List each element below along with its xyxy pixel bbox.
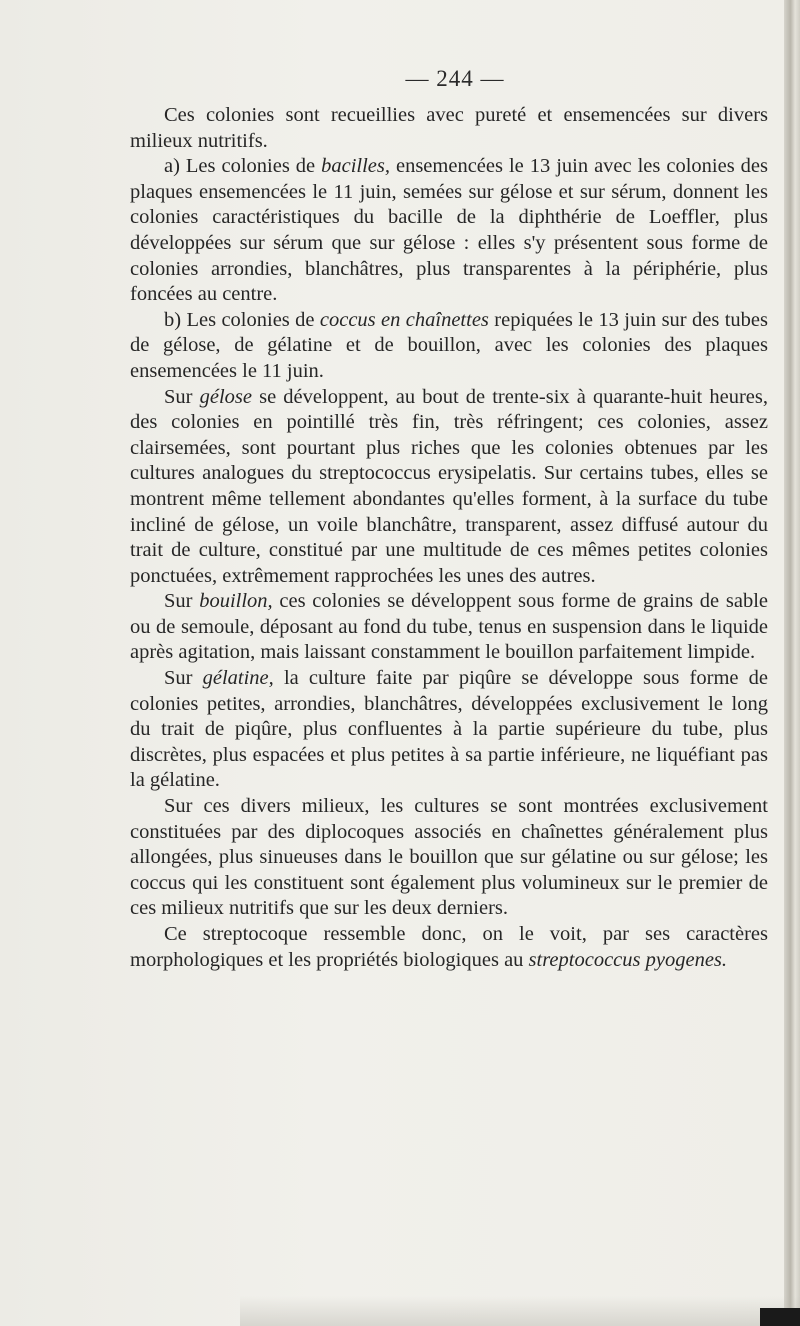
term-coccus: coccus en chaînettes <box>319 308 489 331</box>
term-gelose: gélose <box>199 385 252 408</box>
term-streptococcus: streptococcus pyogenes. <box>528 948 728 971</box>
term-bacilles: bacilles, <box>321 155 390 178</box>
term-bouillon: bouillon, <box>199 590 273 613</box>
paragraph-conclusion: Ce streptocoque ressemble donc, on le voit, par ses caractères morphologiques et les propriétés biologiques au streptococcus pyogenes. <box>130 923 768 971</box>
paragraph-intro: Ces colonies sont recueillies avec pureté et ensemencées sur divers milieux nutritifs. <box>130 104 768 152</box>
paragraph-gelatine: Sur gélatine, la culture faite par piqûre se développe sous forme de colonies petites, arrondies, blanchâtres, développées exclusivement le long du trait de piqûre, plus confluentes à la partie supérieure du tube, plus discrètes, plus espacées et plus petites à sa partie inférieure, ne liquéfiant pas la gélatine. <box>130 667 768 792</box>
term-gelatine: gélatine, <box>202 667 274 690</box>
paragraph-bacilles: a) Les colonies de bacilles, ensemencées le 13 juin avec les colonies des plaques ensemencées le 11 juin, semées sur gélose et sur sérum, donnent les colonies caractéristiques du bacille de la diphthérie de Loeffler, plus développées sur sérum que sur gélose : elles s'y présentent sous forme de colonies arrondies, blanchâtres, plus transparentes à la périphérie, plus foncées au centre. <box>130 155 768 306</box>
paragraph-coccus: b) Les colonies de coccus en chaînettes repiquées le 13 juin sur des tubes de gélose, de gélatine et de bouillon, avec les colonies des plaques ensemencées le 11 juin. <box>130 308 769 382</box>
paragraph-milieux: Sur ces divers milieux, les cultures se sont montrées exclusivement constituées par des diplocoques associés en chaînettes généralement plus allongées, plus sinueuses dans le bouillon que sur gélatine ou sur gélose; les coccus qui les constituent sont également plus volumineux sur le premier de ces milieux nutritifs que sur les deux derniers. <box>130 795 768 920</box>
paragraph-gelose: Sur gélose se développent, au bout de trente-six à quarante-huit heures, des colonies en pointillé très fin, très réfringent; ces colonies, assez clairsemées, sont pourtant plus riches que les colonies obtenues par les cultures analogues du streptococcus erysipelatis. Sur certains tubes, elles se montrent même tellement abondantes qu'elles forment, à la surface du tube incliné de gélose, un voile blanchâtre, transparent, assez diffusé autour du trait de culture, constitué par une multitude de ces mêmes petites colonies ponctuées, extrêmement rapprochées les unes des autres. <box>130 385 768 587</box>
page-edge <box>784 0 800 1326</box>
page-shadow <box>240 1296 800 1326</box>
page-number: — 244 — <box>405 66 505 91</box>
paragraph-bouillon: Sur bouillon, ces colonies se développent sous forme de grains de sable ou de semoule, déposant au fond du tube, tenus en suspension dans le liquide après agitation, mais laissant constamment le bouillon parfaitement limpide. <box>130 590 768 664</box>
corner-mark <box>760 1308 800 1326</box>
body-text <box>130 103 768 973</box>
